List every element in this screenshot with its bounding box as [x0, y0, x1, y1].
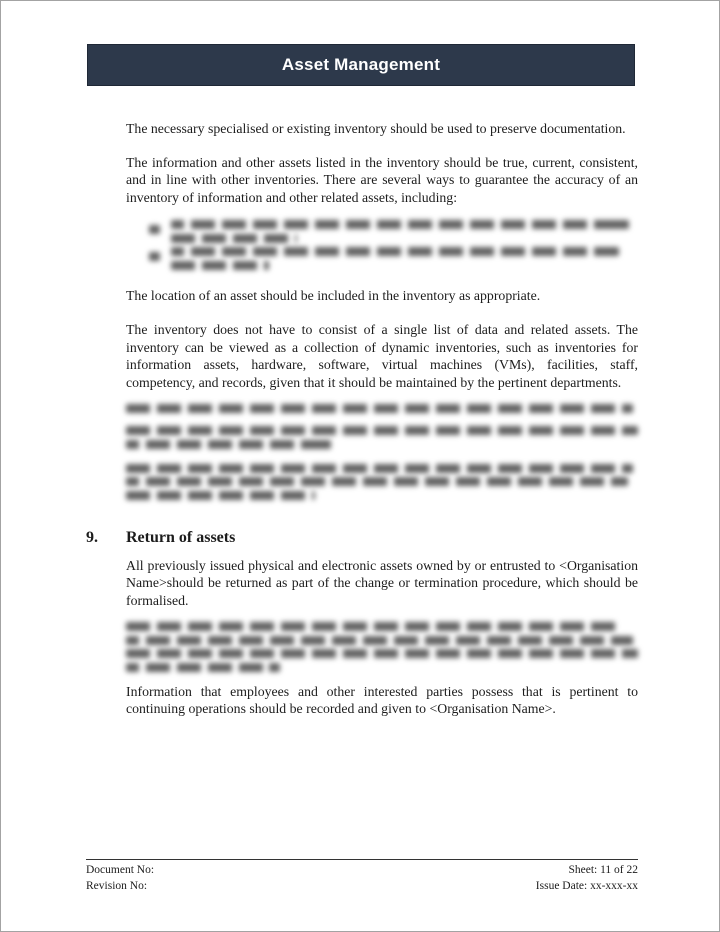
redacted-text-line [126, 404, 633, 413]
redacted-paragraph-d [126, 622, 638, 672]
redacted-list [126, 220, 638, 270]
footer-right [536, 863, 638, 894]
redacted-text-line [126, 477, 628, 486]
redacted-text-line [171, 247, 619, 256]
paragraph-inventory-preserve: The necessary specialised or existing inventory should be used to preserve documentation. [126, 121, 626, 136]
redacted-text-line [126, 663, 280, 672]
page-footer [86, 859, 638, 894]
redacted-paragraph-a [126, 404, 638, 413]
paragraph-return-of-assets: All previously issued physical and electronic assets owned by or entrusted to <Organisation Name>should be returned as part of the change or termination procedure, which should be formalised. [126, 557, 638, 608]
redacted-text-line [126, 491, 315, 500]
section-title: Return of assets [126, 528, 236, 546]
section-number: 9. [86, 528, 98, 546]
redacted-text-line [126, 649, 638, 658]
redacted-list-marker [149, 225, 160, 234]
redacted-text-line [171, 234, 297, 243]
paragraph-location: The location of an asset should be included in the inventory as appropriate. [126, 287, 541, 303]
page-title: Asset Management [281, 55, 441, 74]
redacted-list-marker [149, 252, 160, 261]
redacted-text-line [126, 636, 633, 645]
redacted-text-line [126, 622, 618, 631]
paragraph-dynamic-inventories: The inventory does not have to consist of a single list of data and related assets. The inventory can be viewed as a collection of dynamic inventories, such as inventories for information assets, hardware, software, virtual machines (VMs), facilities, staff, competency, and records, given that it should be maintained by the pertinent departments. [126, 322, 638, 390]
paragraph-information-handover: Information that employees and other interested parties possess that is pertinent to continuing operations should be recorded and given to <Organisation Name>. [126, 683, 638, 716]
redacted-list-item [126, 247, 638, 270]
issue-date-label: Issue Date: xx-xxx-xx [535, 879, 638, 892]
redacted-paragraph-b [126, 426, 638, 449]
header-bar [87, 44, 635, 86]
document-no-label: Document No: [86, 864, 155, 876]
redacted-text-line [126, 426, 638, 435]
footer-left [86, 863, 154, 894]
section-heading [86, 528, 638, 548]
redacted-text-line [126, 440, 331, 449]
paragraph-accuracy: The information and other assets listed in the inventory should be true, current, consistent, and in line with other inventories. There are several ways to guarantee the accuracy of an inventory of information and other related assets, including: [126, 154, 638, 205]
revision-no-label: Revision No: [86, 879, 148, 892]
redacted-paragraph-c [126, 464, 638, 500]
redacted-text-line [171, 220, 629, 229]
redacted-list-item [126, 220, 638, 243]
sheet-label: Sheet: 11 of 22 [568, 864, 638, 876]
redacted-text-line [126, 464, 633, 473]
document-body [86, 120, 638, 718]
redacted-text-line [171, 261, 269, 270]
